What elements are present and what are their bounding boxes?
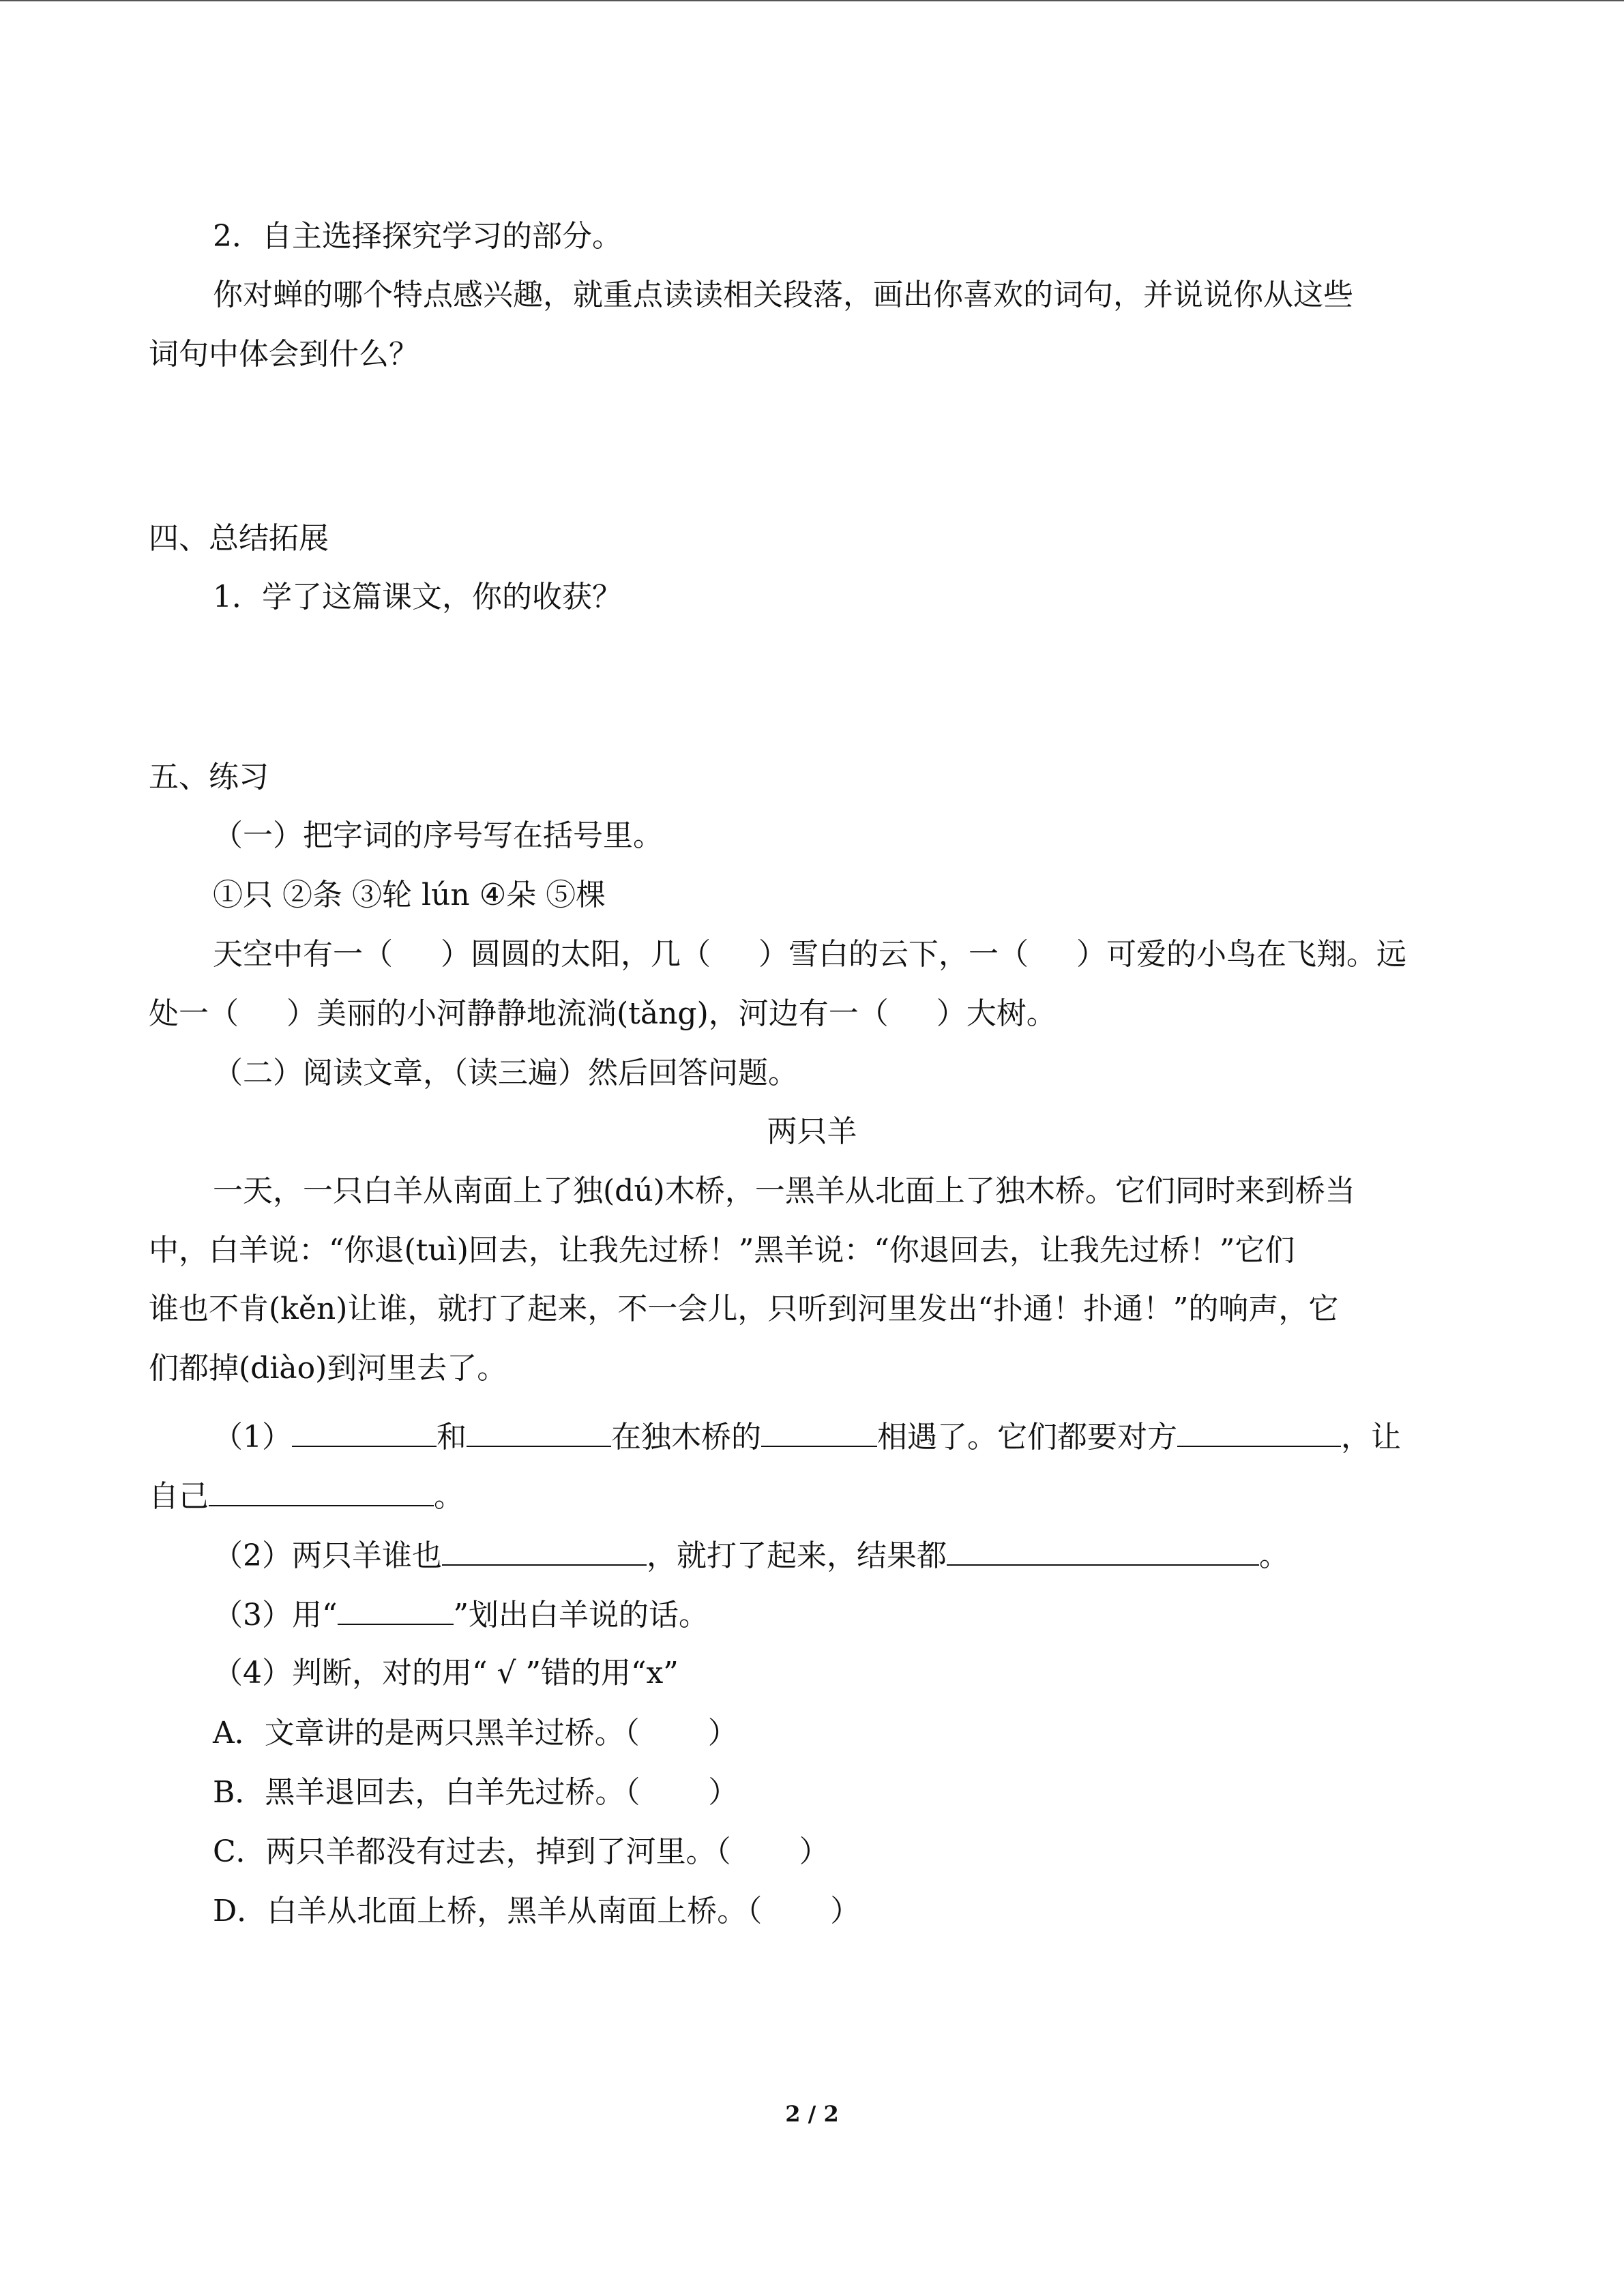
- question-seg: 在独木桥的: [611, 1420, 761, 1455]
- story-line1: 一天，一只白羊从南面上了独(dú)木桥，一黑羊从北面上了独木桥。它们同时来到桥当: [213, 1174, 1355, 1208]
- close-paren: ）: [707, 1716, 738, 1750]
- close-paren: ）: [830, 1894, 861, 1928]
- judge-d: [213, 1891, 860, 1932]
- blank-q1-2[interactable]: [467, 1416, 611, 1447]
- item2-body-line1: 你对蝉的哪个特点感兴趣，就重点读读相关段落，画出你喜欢的词句，并说说你从这些: [213, 278, 1353, 312]
- sentence-seg: ）圆圆的太阳，几（: [441, 937, 711, 972]
- judge-b: [213, 1772, 738, 1813]
- judge-text: A．文章讲的是两只黑羊过桥。（: [213, 1716, 640, 1750]
- part1-title: （一）把字词的序号写在括号里。: [213, 818, 663, 853]
- question-seg: （2）两只羊谁也: [213, 1538, 442, 1573]
- sentence-seg: ）大树。: [936, 996, 1057, 1031]
- section5-heading: 五、练习: [149, 760, 269, 794]
- question-seg: ，让: [1341, 1420, 1401, 1455]
- part1-sentence-line2: [149, 994, 1057, 1034]
- story-title: 两只羊: [767, 1114, 857, 1149]
- judge-text: C．两只羊都没有过去，掉到了河里。（: [213, 1834, 731, 1869]
- top-border: [0, 0, 1624, 1]
- question2: [213, 1534, 1289, 1577]
- section4-heading: 四、总结拓展: [149, 521, 329, 556]
- question-seg: 。: [434, 1479, 464, 1514]
- blank-q1-1[interactable]: [292, 1416, 437, 1447]
- question-seg: 自己: [149, 1479, 209, 1514]
- judge-c: [213, 1832, 829, 1873]
- sentence-seg: ）雪白的云下，一（: [758, 937, 1029, 972]
- part1-sentence-line1: [213, 934, 1406, 975]
- blank-q1-3[interactable]: [761, 1416, 877, 1447]
- story-line4: 们都掉(diào)到河里去了。: [149, 1351, 507, 1386]
- question-seg: （3）用“: [213, 1598, 338, 1632]
- sentence-seg: 处一（: [149, 996, 239, 1031]
- blank-q1-4[interactable]: [1177, 1416, 1341, 1447]
- sentence-seg: ）可爱的小鸟在飞翔。远: [1076, 937, 1406, 972]
- item2-title: 2．自主选择探究学习的部分。: [213, 219, 622, 254]
- story-line3: 谁也不肯(kěn)让谁，就打了起来，不一会儿，只听到河里发出“扑通！扑通！”的响声，它: [149, 1292, 1339, 1326]
- close-paren: ）: [708, 1775, 739, 1810]
- part1-options: ①只 ②条 ③轮 lún ④朵 ⑤棵: [213, 878, 606, 912]
- section4-item1: 1．学了这篇课文，你的收获？: [213, 580, 622, 614]
- question4: （4）判断，对的用“ √ ”错的用“x”: [213, 1656, 679, 1690]
- blank-q2-1[interactable]: [442, 1534, 647, 1566]
- blank-q2-2[interactable]: [947, 1534, 1259, 1566]
- judge-text: D．白羊从北面上桥，黑羊从南面上桥。（: [213, 1894, 763, 1928]
- question-seg: ，就打了起来，结果都: [647, 1538, 947, 1573]
- question3: [213, 1594, 709, 1636]
- item2-body-line2: 词句中体会到什么？: [149, 337, 419, 372]
- question1-line2: [149, 1475, 464, 1517]
- question-seg: 。: [1259, 1538, 1289, 1573]
- question-seg: 相遇了。它们都要对方: [877, 1420, 1177, 1455]
- blank-q1-5[interactable]: [209, 1475, 434, 1506]
- sentence-seg: 天空中有一（: [213, 937, 393, 972]
- question1-line1: [213, 1416, 1401, 1458]
- close-paren: ）: [799, 1834, 829, 1869]
- part2-title: （二）阅读文章，（读三遍）然后回答问题。: [213, 1056, 798, 1090]
- sentence-seg: ）美丽的小河静静地流淌(tǎng)，河边有一（: [286, 996, 889, 1031]
- judge-text: B．黑羊退回去，白羊先过桥。（: [213, 1775, 640, 1810]
- question-seg: （1）: [213, 1420, 292, 1455]
- question-seg: ”划出白羊说的话。: [453, 1598, 709, 1632]
- page-number: 2 / 2: [785, 2101, 839, 2127]
- judge-a: [213, 1713, 738, 1754]
- blank-q3-1[interactable]: [338, 1594, 454, 1625]
- question-seg: 和: [437, 1420, 467, 1455]
- story-line2: 中，白羊说：“你退(tuì)回去，让我先过桥！”黑羊说：“你退回去，让我先过桥！”它们: [149, 1233, 1295, 1268]
